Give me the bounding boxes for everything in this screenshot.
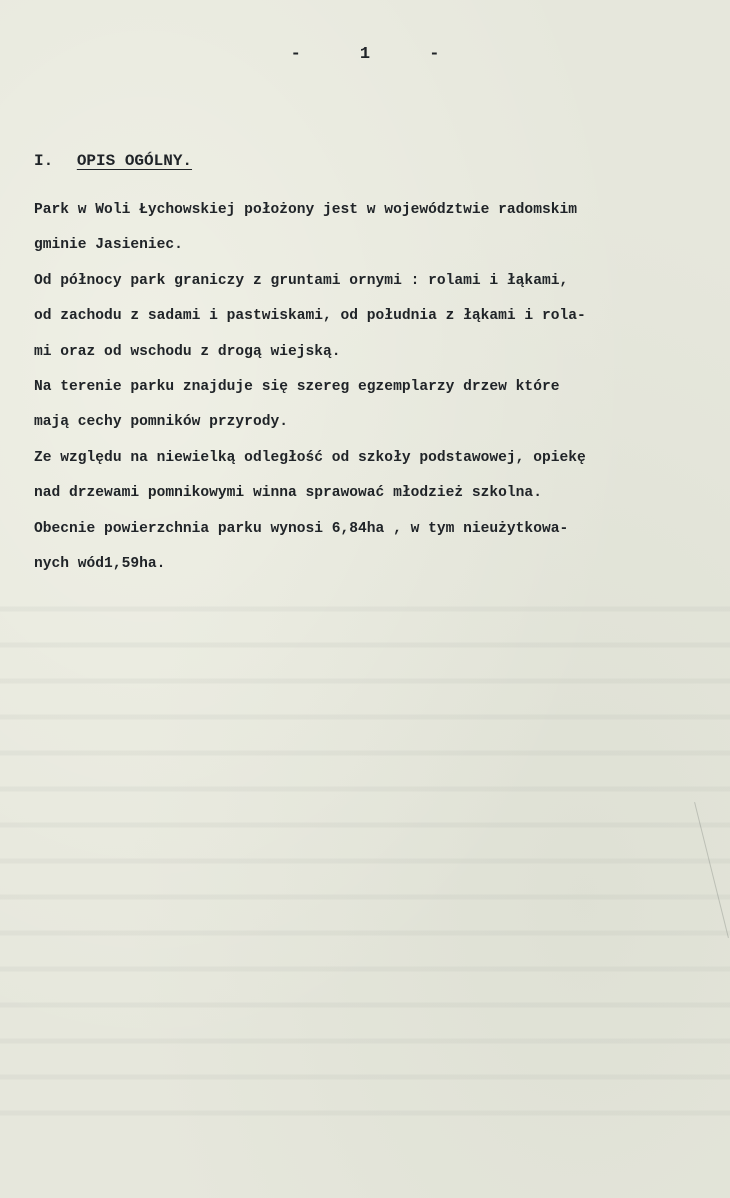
page-number-value: 1 [359, 45, 371, 64]
section-heading [34, 152, 192, 170]
page-number-dash-left: - [290, 45, 301, 64]
text-line: mają cechy pomników przyrody. [34, 414, 288, 431]
text-line: od zachodu z sadami i pastwiskami, od południa z łąkami i rola- [34, 308, 586, 325]
bleed-through-shadow [0, 580, 730, 1140]
section-title: OPIS OGÓLNY. [76, 152, 193, 170]
body-text [34, 198, 704, 587]
text-line: nych wód1,59ha. [34, 555, 166, 572]
text-line: Obecnie powierzchnia parku wynosi 6,84ha , w tym nieużytkowa- [34, 520, 569, 537]
text-line: Na terenie parku znajduje się szereg egzemplarzy drzew które [34, 378, 560, 395]
text-line: nad drzewami pomnikowymi winna sprawować młodzież szkolna. [34, 485, 542, 502]
text-line: mi oraz od wschodu z drogą wiejską. [34, 343, 341, 360]
text-line: Ze względu na niewielką odległość od szkoły podstawowej, opiekę [34, 449, 586, 466]
page-number [0, 45, 730, 64]
page-number-dash-right: - [429, 45, 440, 64]
text-line: gminie Jasieniec. [34, 237, 183, 254]
text-line: Park w Woli Łychowskiej położony jest w województwie radomskim [34, 202, 577, 218]
section-number: I. [34, 152, 54, 170]
text-line: Od północy park graniczy z gruntami ornymi : rolami i łąkami, [34, 272, 569, 289]
